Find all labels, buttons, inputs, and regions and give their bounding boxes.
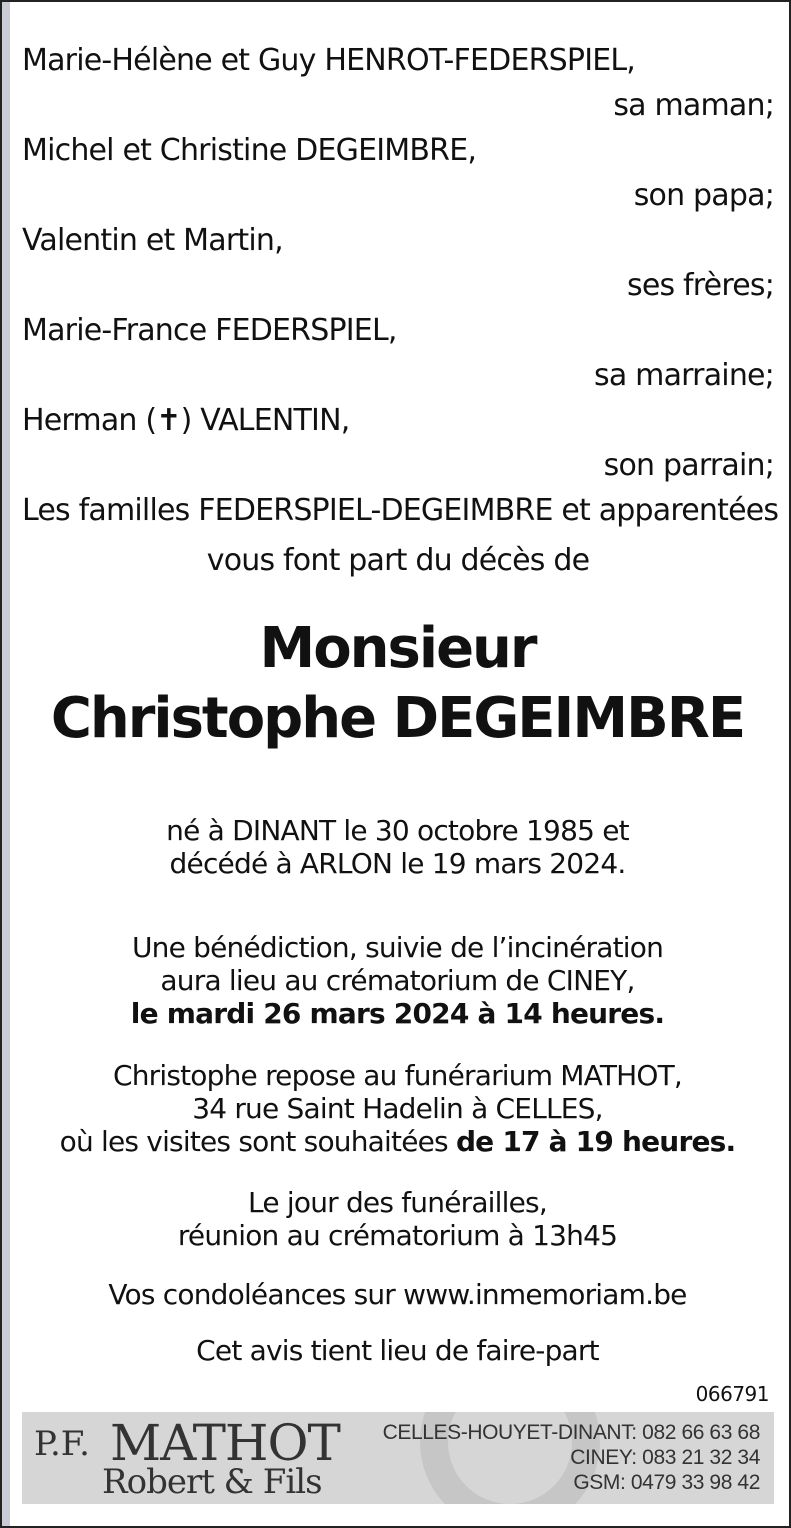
family-relation: son parrain;	[603, 448, 774, 483]
notice-line: Cet avis tient lieu de faire-part	[196, 1334, 599, 1367]
contact-list	[383, 1420, 760, 1495]
logo-prefix: P.F.	[34, 1424, 90, 1464]
contact-phone: 083 21 32 34	[642, 1446, 760, 1469]
death-line: décédé à ARLON le 19 mars 2024.	[169, 847, 626, 880]
contact-label: CINEY	[570, 1446, 632, 1469]
deceased-name-block	[2, 614, 791, 754]
condolences-line: Vos condoléances sur www.inmemoriam.be	[108, 1278, 687, 1311]
ceremony-date: le mardi 26 mars 2024 à 14 heures.	[130, 997, 665, 1030]
ceremony-line: Une bénédiction, suivie de l’incinération	[131, 931, 664, 964]
rest-block	[2, 1059, 791, 1158]
funeral-day-line: réunion au crématorium à 13h45	[177, 1219, 618, 1252]
reference-number: 066791	[695, 1382, 769, 1406]
rest-visits-hours: de 17 à 19 heures.	[455, 1125, 736, 1158]
family-name-part: ) VALENTIN,	[180, 403, 350, 438]
contact-phone: 082 66 63 68	[642, 1421, 760, 1444]
family-name: Michel et Christine DEGEIMBRE,	[22, 133, 477, 168]
rest-visits-line	[2, 1125, 791, 1158]
deceased-full-name: Christophe DEGEIMBRE	[50, 686, 745, 751]
family-relation: son papa;	[633, 178, 774, 213]
rest-line: Christophe repose au funérarium MATHOT,	[112, 1059, 683, 1092]
contact-row: CINEY: 083 21 32 34	[570, 1446, 760, 1469]
announce-line: vous font part du décès de	[206, 543, 590, 578]
condolences-block	[2, 1278, 791, 1311]
rest-visits-text: où les visites sont souhaitées	[59, 1125, 456, 1158]
family-name-deceased-godfather	[22, 398, 774, 443]
ceremony-line: aura lieu au crématorium de CINEY,	[160, 964, 635, 997]
logo-subtitle: Robert & Fils	[102, 1462, 322, 1502]
family-name-part: Herman (	[22, 403, 157, 438]
contact-phone: 0479 33 98 42	[630, 1471, 760, 1494]
family-name: Marie-Hélène et Guy HENROT-FEDERSPIEL,	[22, 43, 636, 78]
family-list	[22, 38, 779, 583]
birth-line: né à DINANT le 30 octobre 1985 et	[166, 814, 629, 847]
family-name: Marie-France FEDERSPIEL,	[22, 313, 397, 348]
contact-row: CELLES-HOUYET-DINANT: 082 66 63 68	[382, 1421, 760, 1444]
funeral-home-banner	[22, 1412, 774, 1504]
family-relation: sa marraine;	[594, 358, 774, 393]
family-relation: sa maman;	[613, 88, 774, 123]
logo-name: MATHOT	[110, 1414, 340, 1472]
notice-block	[2, 1334, 791, 1367]
cross-icon: ✝	[156, 403, 181, 438]
ceremony-block	[2, 931, 791, 1030]
contact-label: GSM	[573, 1471, 621, 1494]
families-line: Les familles FEDERSPIEL-DEGEIMBRE et apparentées	[22, 493, 779, 528]
funeral-day-line: Le jour des funérailles,	[248, 1186, 547, 1219]
birth-death-block	[2, 814, 791, 880]
contact-label: CELLES-HOUYET-DINANT	[382, 1421, 632, 1444]
contact-row: GSM: 0479 33 98 42	[573, 1471, 760, 1494]
funeral-day-block	[2, 1186, 791, 1252]
rest-line: 34 rue Saint Hadelin à CELLES,	[192, 1092, 603, 1125]
deceased-title: Monsieur	[259, 616, 536, 681]
family-name: Valentin et Martin,	[22, 223, 283, 258]
family-relation: ses frères;	[626, 268, 774, 303]
